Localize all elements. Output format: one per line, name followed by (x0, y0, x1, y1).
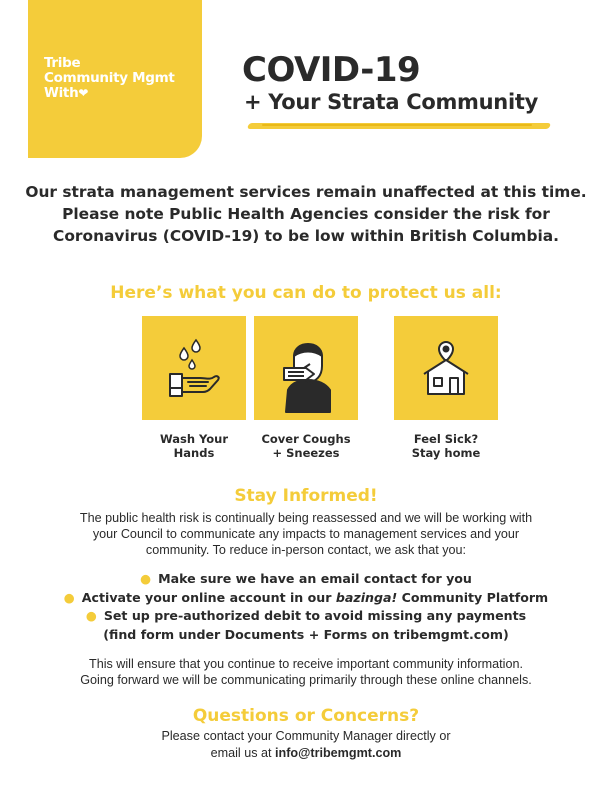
logo-line-1: Tribe (44, 55, 81, 71)
stay-home-label (381, 432, 511, 460)
list-item: ● Activate your online account in our bazinga! Community Platform (63, 589, 549, 605)
list-item: ● Make sure we have an email contact for you (140, 571, 472, 586)
bullet-dot: ● (85, 608, 97, 623)
cover-cough-tile (254, 316, 358, 420)
intro-line: Please note Public Health Agencies consider the risk for (62, 205, 550, 223)
stay-informed-heading: Stay Informed! (234, 486, 378, 506)
stay-informed-paragraph (20, 510, 592, 558)
logo-line-2: Community Mgmt (44, 70, 175, 86)
logo-with-text: With (44, 85, 79, 101)
contact-line: email us at info@tribemgmt.com (210, 746, 402, 760)
page-subtitle: + Your Strata Community (244, 90, 538, 114)
hand-wash-icon (142, 316, 246, 420)
intro-line: Coronavirus (COVID-19) to be low within British Columbia. (53, 227, 559, 245)
questions-heading: Questions or Concerns? (192, 706, 420, 726)
paragraph-line: The public health risk is continually being reassessed and we will be working with (79, 511, 533, 525)
label-line: Stay home (411, 446, 481, 460)
bullet-dot: ● (140, 571, 152, 586)
paragraph-line: Going forward we will be communicating primarily through these online channels. (80, 673, 532, 687)
intro-statement (20, 181, 592, 247)
closing-paragraph (20, 656, 592, 688)
brush-underline-accent (262, 124, 532, 126)
label-line: Wash Your (159, 432, 229, 446)
contact-info (20, 728, 592, 762)
list-item: ● Set up pre-authorized debit to avoid missing any payments (85, 608, 527, 623)
logo-line-3 (44, 86, 175, 101)
label-line: Hands (173, 446, 215, 460)
stay-home-tile (394, 316, 498, 420)
heart-icon: ❤ (78, 86, 89, 100)
paragraph-line: This will ensure that you continue to receive important community information. (89, 657, 523, 671)
intro-line: Our strata management services remain unaffected at this time. (25, 183, 587, 201)
bullet-dot: ● (63, 589, 75, 605)
label-line: + Sneezes (272, 446, 340, 460)
cover-cough-icon (254, 316, 358, 420)
stay-home-icon (394, 316, 498, 420)
logo (44, 56, 175, 101)
email-link[interactable]: info@tribemgmt.com (275, 746, 402, 760)
wash-hands-tile (142, 316, 246, 420)
label-line: Feel Sick? (413, 432, 479, 446)
label-line: Cover Coughs (261, 432, 351, 446)
action-list (20, 570, 592, 644)
cover-cough-label (241, 432, 371, 460)
paragraph-line: community. To reduce in-person contact, we ask that you: (145, 543, 467, 557)
list-item-continuation: (find form under Documents + Forms on tribemgmt.com) (103, 626, 509, 642)
page-title: COVID-19 (242, 50, 421, 90)
paragraph-line: your Council to communicate any impacts to management services and your (92, 527, 520, 541)
protect-heading: Here’s what you can do to protect us all: (110, 283, 502, 303)
wash-hands-label (129, 432, 259, 460)
contact-line: Please contact your Community Manager directly or (161, 729, 451, 743)
